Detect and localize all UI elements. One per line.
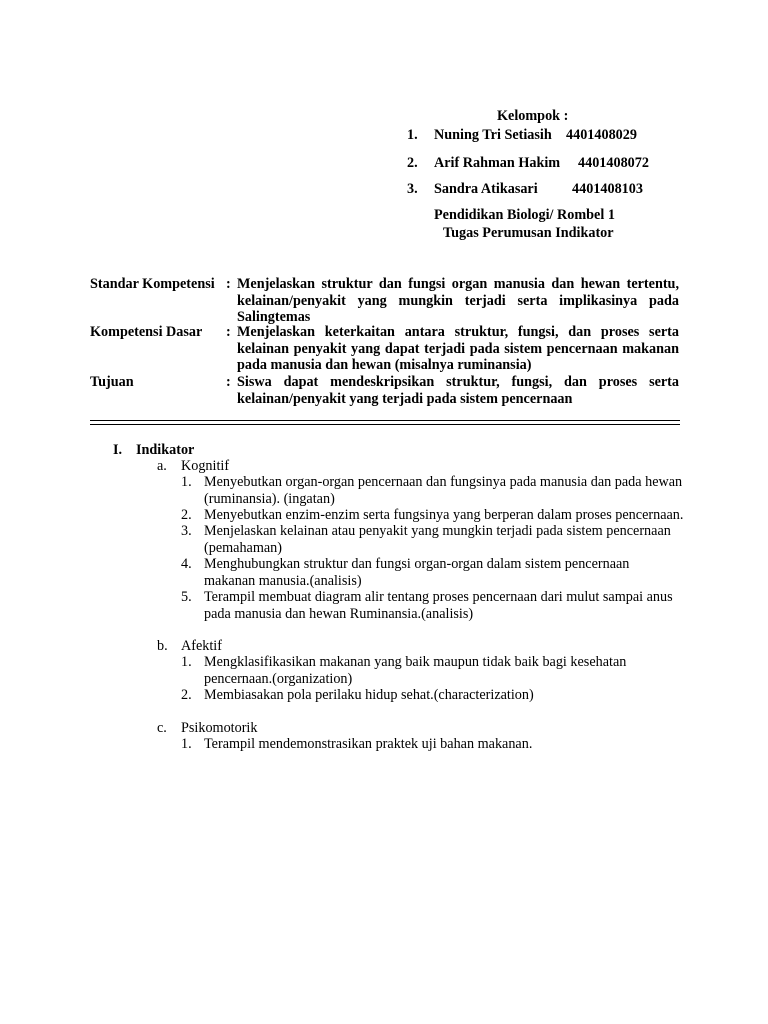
competency-label: Standar Kompetensi xyxy=(90,276,215,292)
competency-text: Menjelaskan keterkaitan antara struktur, fungsi, dan proses serta kelainan penyakit yang dapat terjadi pada sistem pencernaan makanan pada manusia dan hewan (misalnya ruminansia) xyxy=(237,324,679,374)
group-heading: Kelompok : xyxy=(497,108,569,124)
member-number: 2. xyxy=(407,155,418,171)
subsection-label: Kognitif xyxy=(181,458,230,474)
list-item-number: 2. xyxy=(181,507,192,523)
list-item-text: Menghubungkan struktur dan fungsi organ-organ dalam sistem pencernaan makanan manusia.(analisis) xyxy=(204,556,630,589)
subsection-letter: c. xyxy=(157,720,167,736)
list-item-text: Menyebutkan organ-organ pencernaan dan fungsinya pada manusia dan pada hewan (ruminansia). (ingatan) xyxy=(204,474,683,507)
divider-line xyxy=(90,424,680,425)
competency-label: Tujuan xyxy=(90,374,134,390)
member-id: 4401408072 xyxy=(578,155,649,171)
member-name: Arif Rahman Hakim xyxy=(434,155,561,171)
list-item-number: 2. xyxy=(181,687,192,703)
divider-line xyxy=(90,420,680,421)
competency-label: Kompetensi Dasar xyxy=(90,324,203,340)
member-id: 4401408103 xyxy=(572,181,643,197)
list-item-text: Mengklasifikasikan makanan yang baik maupun tidak baik bagi kesehatan pencernaan.(organization) xyxy=(204,654,627,687)
competency-colon: : xyxy=(226,374,231,390)
section-number: I. xyxy=(113,442,123,458)
list-item-number: 4. xyxy=(181,556,192,572)
section-title: Indikator xyxy=(136,442,195,458)
member-name: Sandra Atikasari xyxy=(434,181,538,197)
competency-text: Menjelaskan struktur dan fungsi organ manusia dan hewan tertentu, kelainan/penyakit yang mungkin terjadi serta implikasinya pada Salingtemas xyxy=(237,276,679,326)
member-name: Nuning Tri Setiasih xyxy=(434,127,552,143)
subsection-label: Afektif xyxy=(181,638,222,654)
competency-text: Siswa dapat mendeskripsikan struktur, fungsi, dan proses serta kelainan/penyakit yang terjadi pada sistem pencernaan xyxy=(237,374,679,407)
member-number: 3. xyxy=(407,181,418,197)
list-item-number: 1. xyxy=(181,736,192,752)
program-name: Pendidikan Biologi/ Rombel 1 xyxy=(434,207,615,223)
list-item-number: 1. xyxy=(181,654,192,670)
list-item-number: 5. xyxy=(181,589,192,605)
subsection-label: Psikomotorik xyxy=(181,720,258,736)
subsection-letter: a. xyxy=(157,458,167,474)
list-item-number: 3. xyxy=(181,523,192,539)
list-item-text: Menyebutkan enzim-enzim serta fungsinya yang berperan dalam proses pencernaan. xyxy=(204,507,684,523)
list-item-text: Menjelaskan kelainan atau penyakit yang mungkin terjadi pada sistem pencernaan (pemahaman) xyxy=(204,523,671,556)
list-item-text: Terampil mendemonstrasikan praktek uji bahan makanan. xyxy=(204,736,533,752)
list-item-text: Terampil membuat diagram alir tentang proses pencernaan dari mulut sampai anus pada manusia dan hewan Ruminansia.(analisis) xyxy=(204,589,673,622)
competency-colon: : xyxy=(226,276,231,292)
member-id: 4401408029 xyxy=(566,127,637,143)
competency-colon: : xyxy=(226,324,231,340)
assignment-title: Tugas Perumusan Indikator xyxy=(443,225,614,241)
member-number: 1. xyxy=(407,127,418,143)
list-item-text: Membiasakan pola perilaku hidup sehat.(characterization) xyxy=(204,687,534,703)
subsection-letter: b. xyxy=(157,638,168,654)
list-item-number: 1. xyxy=(181,474,192,490)
